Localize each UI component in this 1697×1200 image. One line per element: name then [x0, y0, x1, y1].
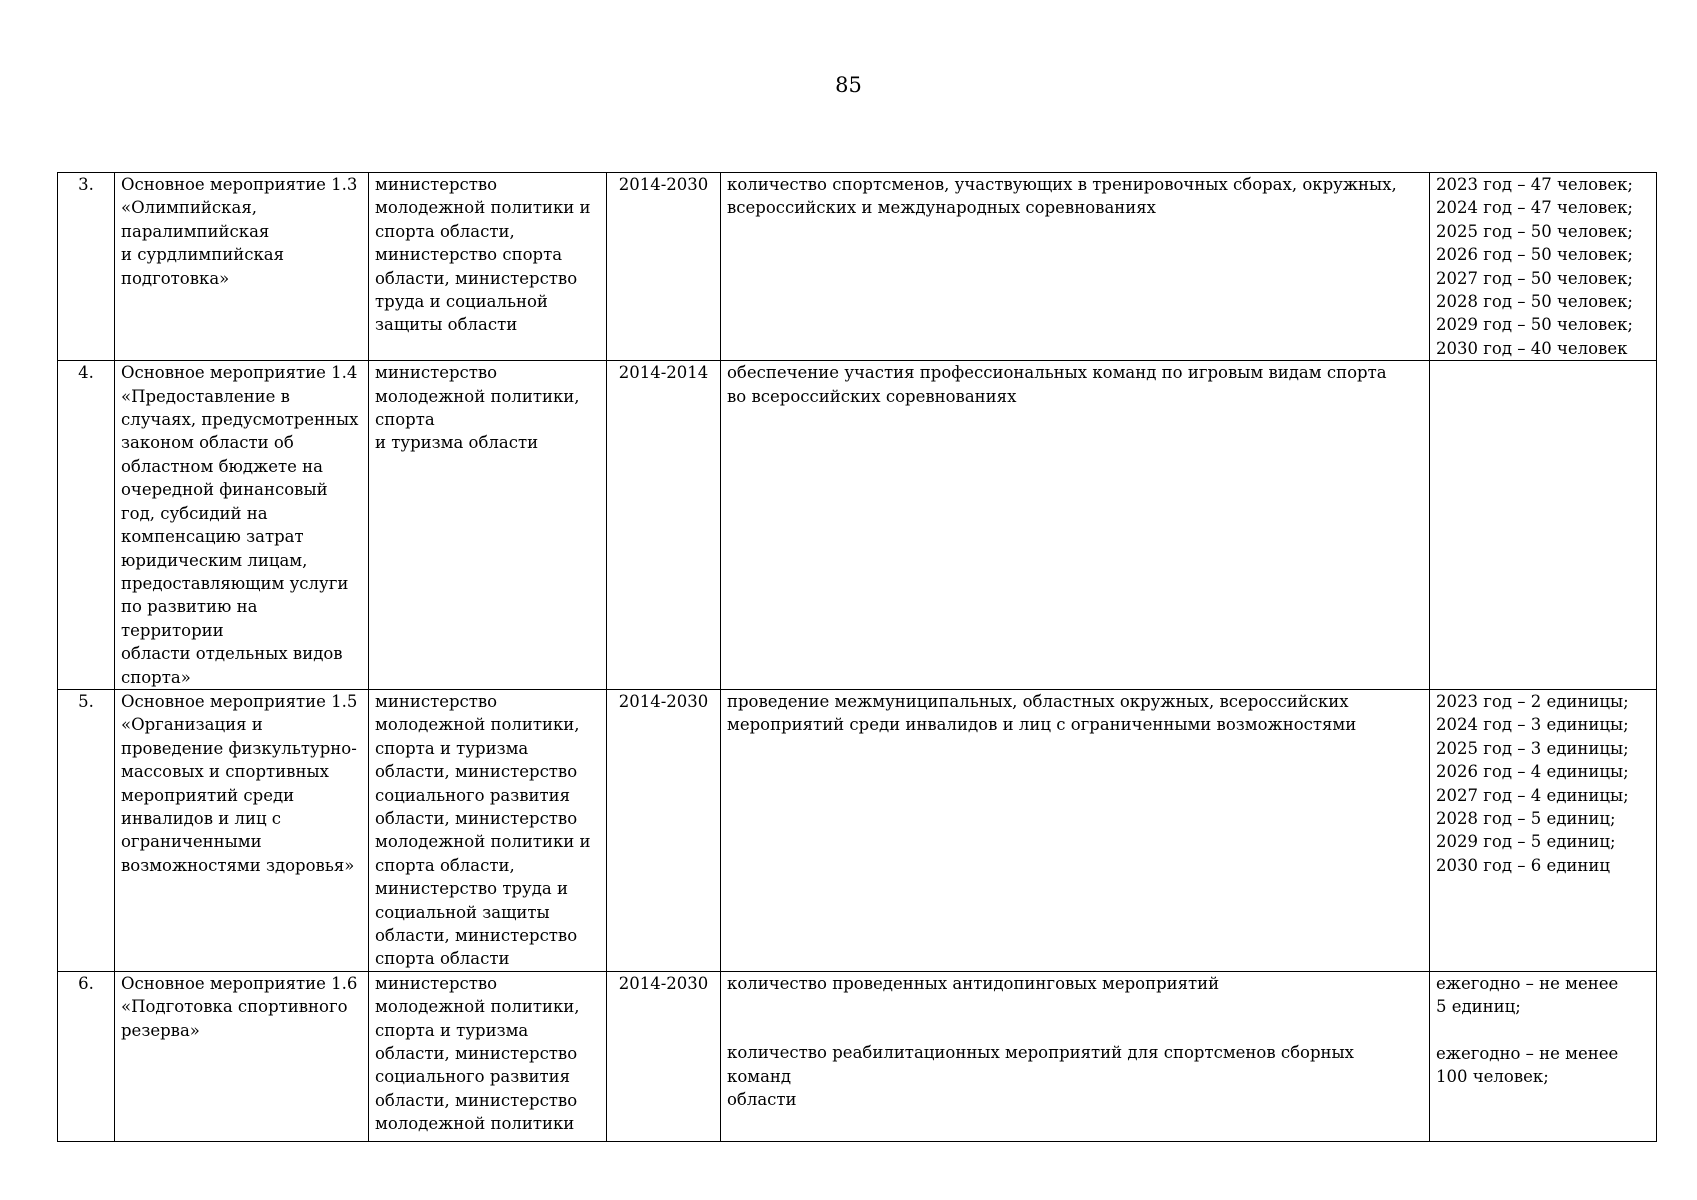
target-value: 2023 год – 2 единицы; — [1436, 691, 1629, 711]
indicator: количество спортсменов, участвующих в тренировочных сборах, окружных, всероссийских и международных соревнованиях — [721, 173, 1430, 361]
target-value: 2030 год – 40 человек — [1436, 338, 1628, 358]
table-row — [58, 971, 1657, 1141]
target-value: ежегодно – не менее 100 человек; — [1436, 1043, 1619, 1087]
row-number: 6. — [58, 971, 115, 1141]
executor: министерство молодежной политики, спорта и туризма области, министерство социального развития области, министерство молодежной политики — [369, 971, 607, 1141]
row-number: 4. — [58, 361, 115, 690]
target-value: 2025 год – 3 единицы; — [1436, 738, 1629, 758]
target-value: 2030 год – 6 единиц — [1436, 855, 1610, 875]
table-container — [57, 172, 1656, 1134]
activity-name: Основное мероприятие 1.4 «Предоставление в случаях, предусмотренных законом области об областном бюджете на очередной финансовый год, субсидий на компенсацию затрат юридическим лицам, предоставляющим услуги по развитию на территории области отдельных видов спорта» — [115, 361, 369, 690]
indicator: проведение межмуниципальных, областных окружных, всероссийских мероприятий среди инвалидов и лиц с ограниченными возможностями — [721, 689, 1430, 971]
target-value: 2027 год – 50 человек; — [1436, 268, 1633, 288]
indicator-item: количество реабилитационных мероприятий для спортсменов сборных команд области — [727, 1043, 1354, 1110]
period: 2014-2030 — [607, 971, 721, 1141]
activity-name: Основное мероприятие 1.5 «Организация и проведение физкультурно- массовых и спортивных мероприятий среди инвалидов и лиц с ограниченными возможностями здоровья» — [115, 689, 369, 971]
target-value: 2028 год – 5 единиц; — [1436, 808, 1616, 828]
target-value: 2027 год – 4 единицы; — [1436, 785, 1629, 805]
period: 2014-2014 — [607, 361, 721, 690]
row-number: 5. — [58, 689, 115, 971]
indicator: обеспечение участия профессиональных команд по игровым видам спорта во всероссийских соревнованиях — [721, 361, 1430, 690]
table-row — [58, 689, 1657, 971]
target-value: ежегодно – не менее 5 единиц; — [1436, 973, 1619, 1017]
target-value: 2026 год – 4 единицы; — [1436, 762, 1629, 782]
target-value: 2023 год – 47 человек; — [1436, 175, 1633, 194]
period: 2014-2030 — [607, 689, 721, 971]
indicator — [721, 971, 1430, 1141]
executor: министерство молодежной политики, спорта и туризма области — [369, 361, 607, 690]
target-value: 2029 год – 5 единиц; — [1436, 832, 1616, 852]
target-values — [1430, 173, 1657, 361]
activity-name: Основное мероприятие 1.3 «Олимпийская, паралимпийская и сурдлимпийская подготовка» — [115, 173, 369, 361]
table-row — [58, 173, 1657, 361]
row-number: 3. — [58, 173, 115, 361]
activity-name: Основное мероприятие 1.6 «Подготовка спортивного резерва» — [115, 971, 369, 1141]
table-row — [58, 361, 1657, 690]
target-value: 2029 год – 50 человек; — [1436, 315, 1633, 335]
period: 2014-2030 — [607, 173, 721, 361]
executor: министерство молодежной политики и спорта области, министерство спорта области, министерство труда и социальной защиты области — [369, 173, 607, 361]
indicator-item: количество проведенных антидопинговых мероприятий — [727, 973, 1220, 993]
target-values — [1430, 971, 1657, 1141]
target-value: 2026 год – 50 человек; — [1436, 245, 1633, 265]
target-value: 2024 год – 47 человек; — [1436, 198, 1633, 218]
executor: министерство молодежной политики, спорта и туризма области, министерство социального развития области, министерство молодежной политики и спорта области, министерство труда и социальной защиты области, министерство спорта области — [369, 689, 607, 971]
page-number: 85 — [835, 73, 862, 97]
activities-table — [57, 172, 1657, 1142]
target-value: 2024 год – 3 единицы; — [1436, 715, 1629, 735]
target-values — [1430, 689, 1657, 971]
target-values — [1430, 361, 1657, 690]
target-value: 2028 год – 50 человек; — [1436, 292, 1633, 312]
target-value: 2025 год – 50 человек; — [1436, 221, 1633, 241]
